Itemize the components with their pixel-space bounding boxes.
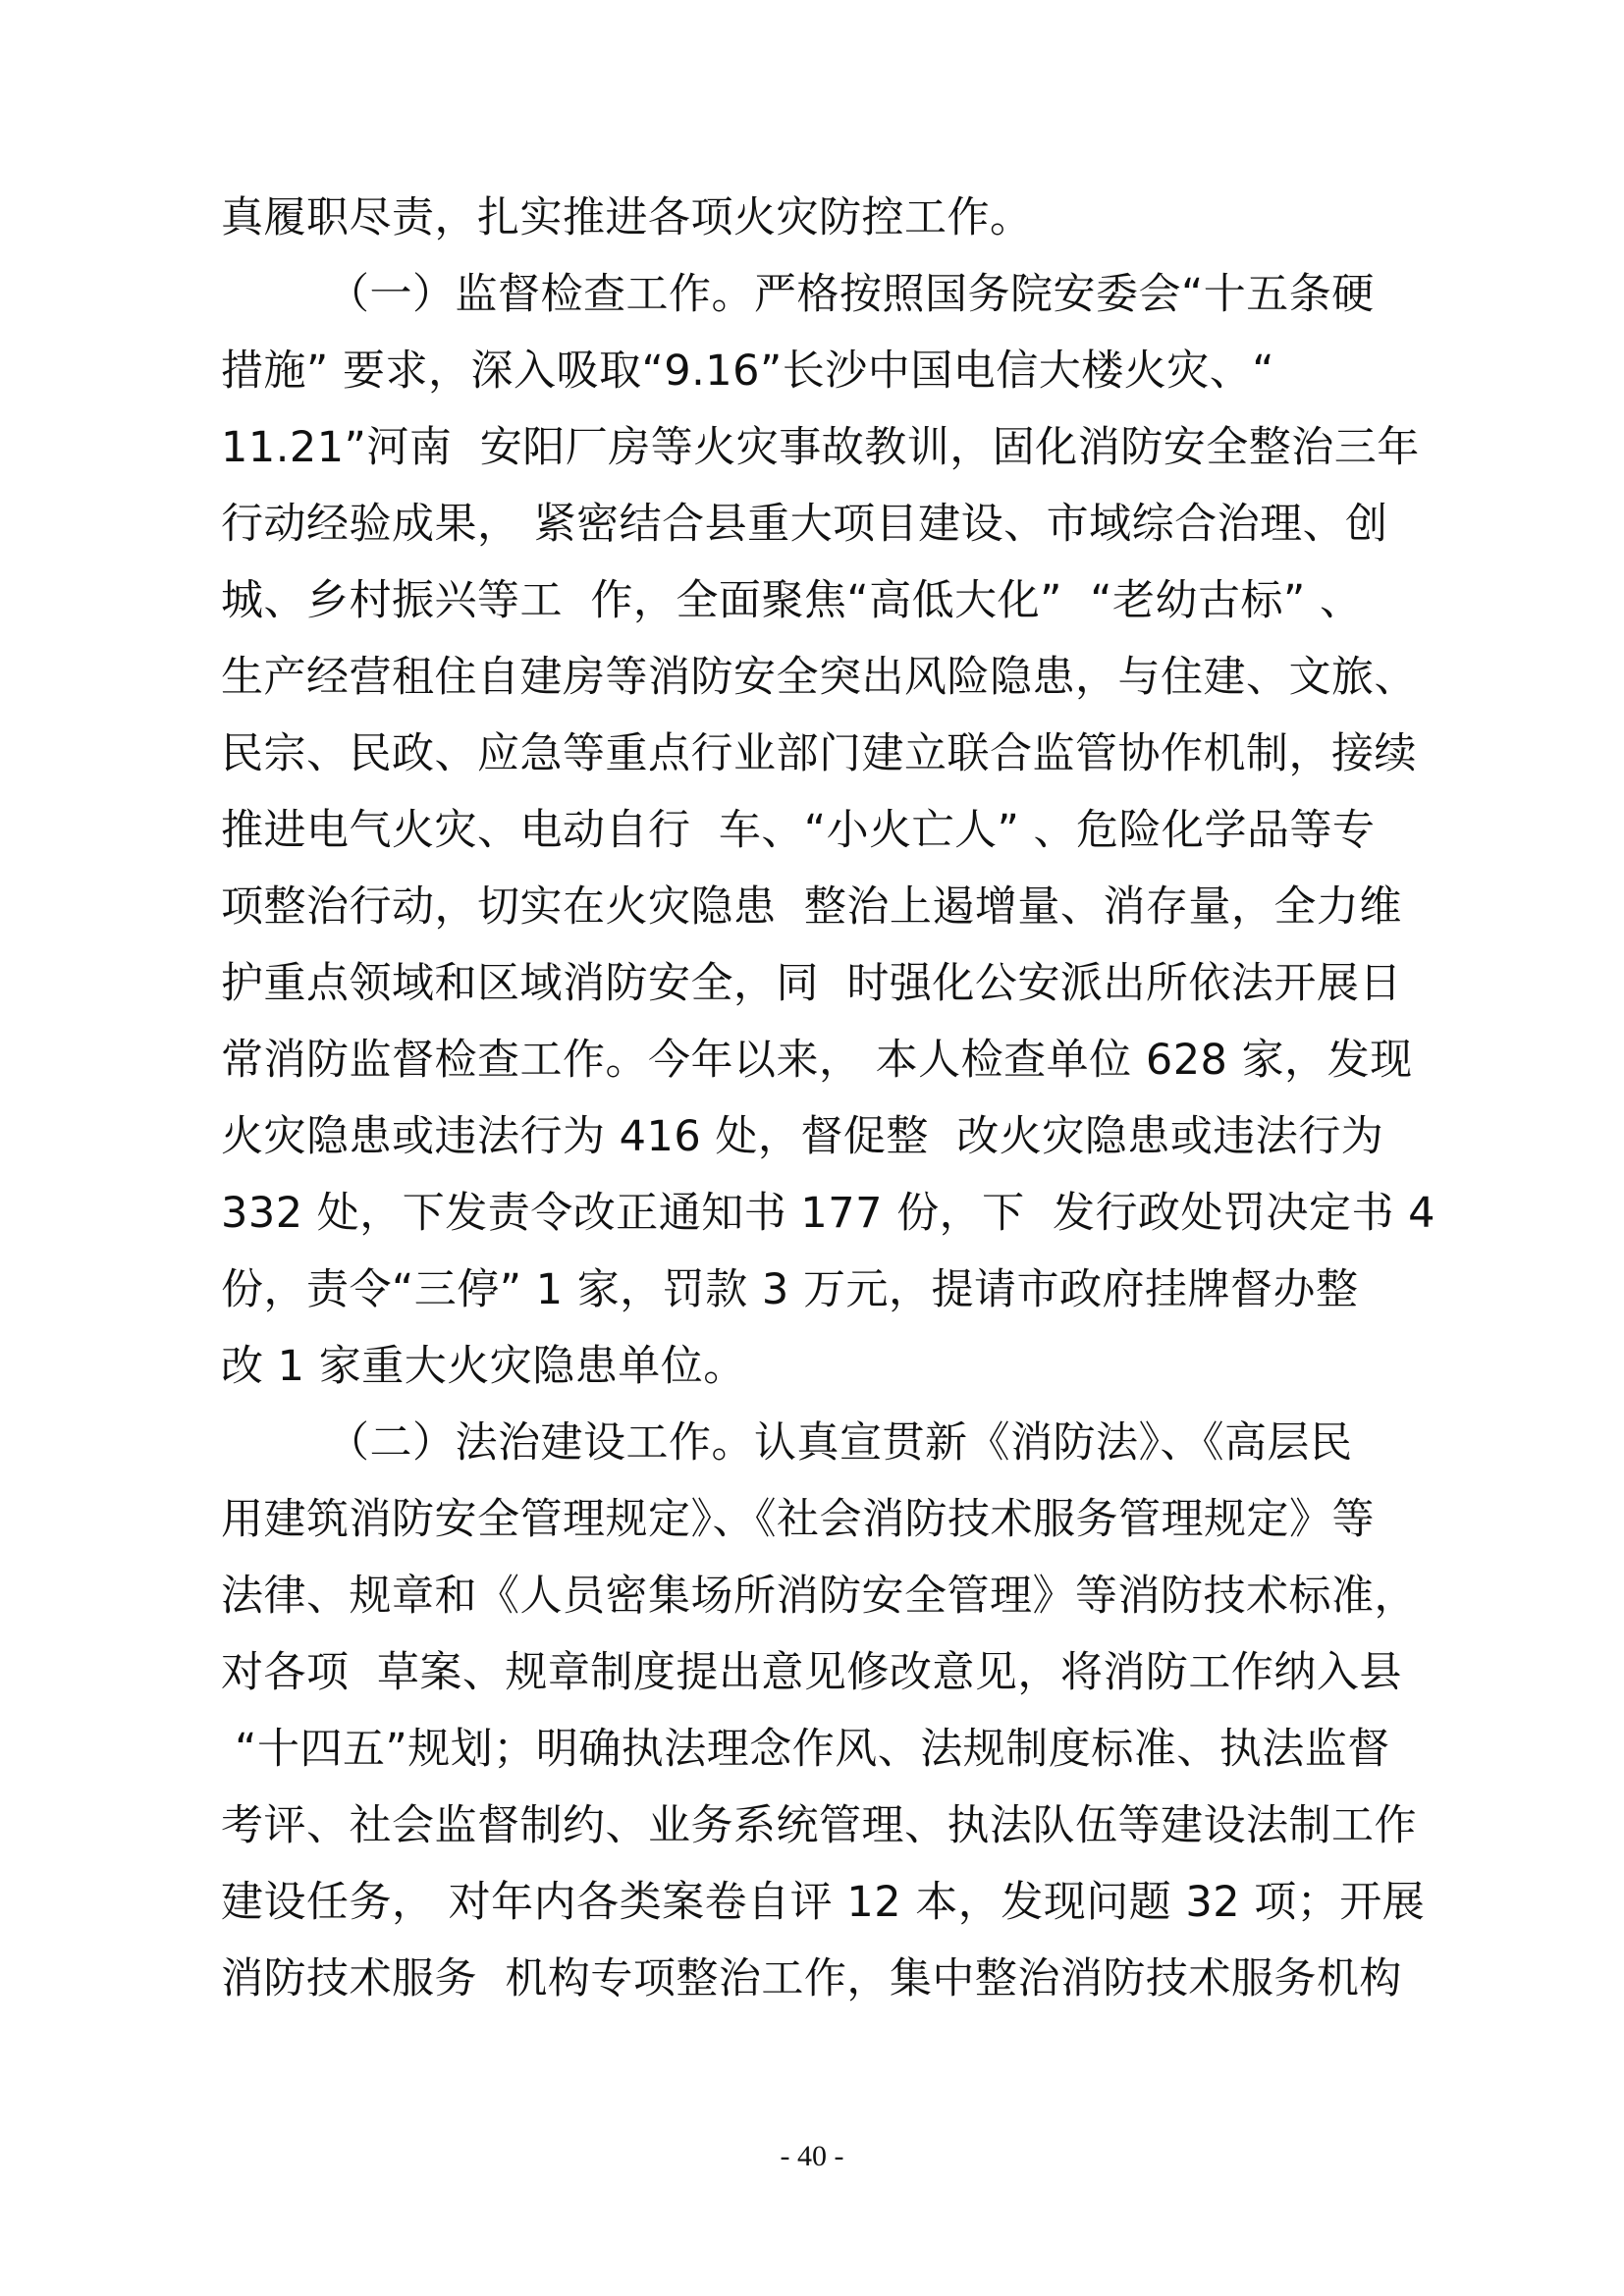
text-line: 11.21”河南 安阳厂房等火灾事故教训，固化消防安全整治三年 bbox=[221, 423, 1420, 472]
section-heading-line: （一）监督检查工作。严格按照国务院安委会“十五条硬 bbox=[327, 270, 1375, 319]
text-line: 消防技术服务 机构专项整治工作，集中整治消防技术服务机构 bbox=[221, 1954, 1402, 2003]
text-line: 对各项 草案、规章制度提出意见修改意见，将消防工作纳入县 bbox=[221, 1648, 1402, 1697]
text-line: 份，责令“三停” 1 家，罚款 3 万元，提请市政府挂牌督办整 bbox=[221, 1265, 1359, 1314]
page-number: - 40 - bbox=[780, 2140, 844, 2172]
text-line: 城、乡村振兴等工 作，全面聚焦“高低大化” “老幼古标” 、 bbox=[221, 576, 1363, 625]
text-line: 生产经营租住自建房等消防安全突出风险隐患，与住建、文旅、 bbox=[221, 653, 1417, 702]
text-line: 推进电气火灾、电动自行 车、“小火亡人” 、危险化学品等专 bbox=[221, 806, 1376, 855]
text-line: 常消防监督检查工作。今年以来， 本人检查单位 628 家，发现 bbox=[221, 1036, 1413, 1085]
section-heading-line: （二）法治建设工作。认真宣贯新《消防法》、《高层民 bbox=[327, 1418, 1353, 1468]
body-text bbox=[221, 180, 1497, 2017]
text-line: 措施” 要求，深入吸取“9.16”长沙中国电信大楼火灾、“ bbox=[221, 347, 1275, 396]
text-line: 火灾隐患或违法行为 416 处，督促整 改火灾隐患或违法行为 bbox=[221, 1112, 1384, 1161]
text-line: 用建筑消防安全管理规定》、《社会消防技术服务管理规定》等 bbox=[221, 1495, 1375, 1544]
text-line: “十四五”规划；明确执法理念作风、法规制度标准、执法监督 bbox=[221, 1725, 1390, 1774]
text-line: 建设任务， 对年内各类案卷自评 12 本，发现问题 32 项；开展 bbox=[221, 1878, 1426, 1927]
text-line: 332 处，下发责令改正通知书 177 份，下 发行政处罚决定书 4 bbox=[221, 1189, 1436, 1238]
text-line: 真履职尽责，扎实推进各项火灾防控工作。 bbox=[221, 193, 1033, 242]
text-line: 项整治行动，切实在火灾隐患 整治上遏增量、消存量，全力维 bbox=[221, 882, 1402, 932]
text-line: 改 1 家重大火灾隐患单位。 bbox=[221, 1342, 746, 1391]
text-line: 行动经验成果， 紧密结合县重大项目建设、市域综合治理、创 bbox=[221, 500, 1388, 549]
text-line: 护重点领域和区域消防安全，同 时强化公安派出所依法开展日 bbox=[221, 959, 1402, 1008]
text-line: 民宗、民政、应急等重点行业部门建立联合监管协作机制，接续 bbox=[221, 729, 1417, 778]
text-line: 考评、社会监督制约、业务系统管理、执法队伍等建设法制工作 bbox=[221, 1801, 1417, 1850]
text-line: 法律、规章和《人员密集场所消防安全管理》等消防技术标准， bbox=[221, 1572, 1417, 1621]
